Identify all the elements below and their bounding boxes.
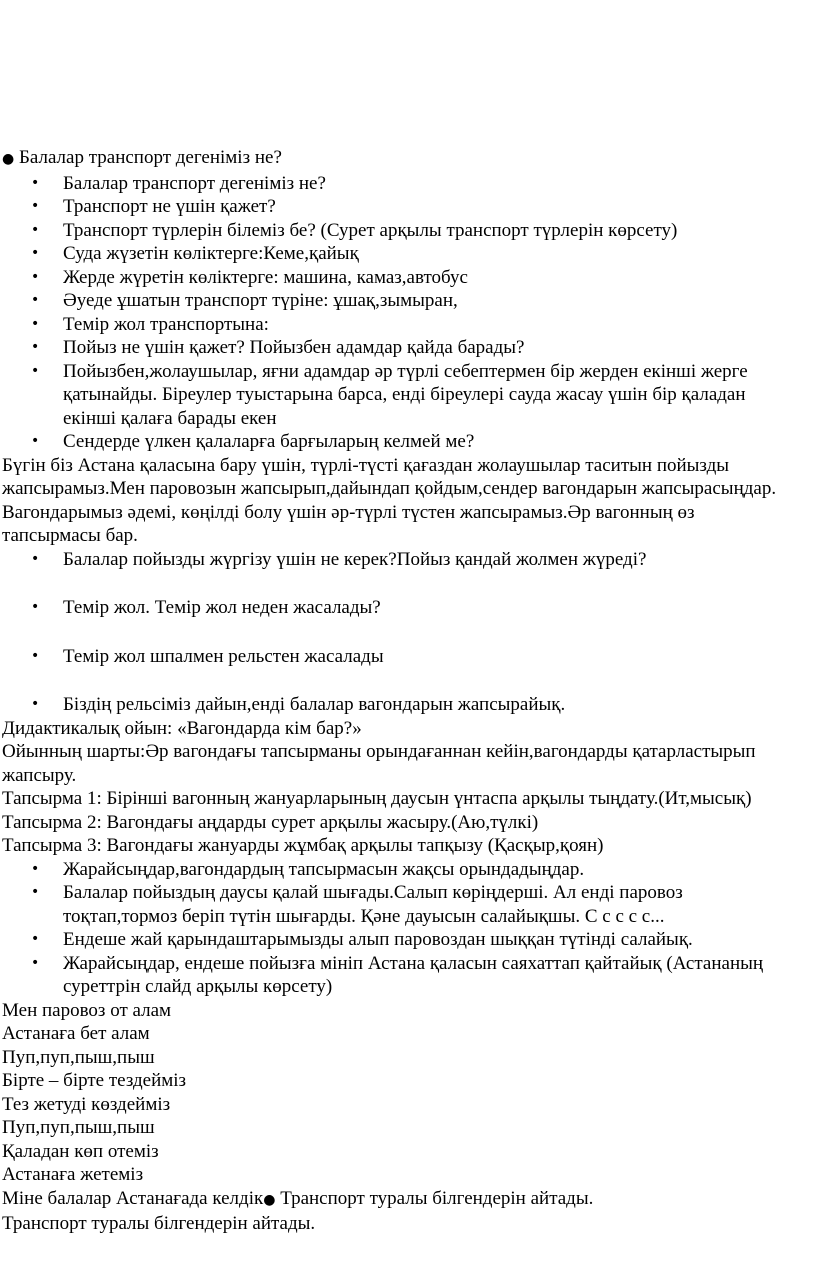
list-item: • Ендеше жай қарындаштарымызды алып паровоздан шыққан түтінді салайық. [0,928,816,952]
list-item: • Пойызбен,жолаушылар, яғни адамдар әр түрлі себептермен бір жерден екінші жерге қатынайды. Біреулер туыстарына барса, енді біреулері сауда жасау үшін бір қаладан екінші қалаға барады екен [0,360,816,431]
list-item: • Пойыз не үшін қажет? Пойызбен адамдар қайда барады? [0,336,816,360]
list-item: • Балалар пойызды жүргізу үшін не керек?Пойыз қандай жолмен жүреді? [0,548,816,572]
closing-line [0,1187,816,1213]
intro-question-text: Балалар транспорт дегеніміз не? [18,147,282,168]
list-item: • Суда жүзетін көліктерге:Кеме,қайық [0,242,816,266]
list-item: • Біздің рельсіміз дайын,енді балалар вагондарын жапсырайық. [0,693,816,717]
closing-text: Міне балалар Астанағада келдік [2,1187,264,1209]
closing-note: Транспорт туралы білгендерін айтады. [280,1187,594,1209]
poem-line: Астанаға жетеміз [2,1164,144,1185]
poem-line: Мен паровоз от алам [2,999,172,1021]
list-item: • Балалар пойыздың даусы қалай шығады.Салып көріңдерші. Ал енді паровоз тоқтап,тормоз беріп түтін шығарды. Қәне дауысын салайықшы. С с с с с... [0,881,816,928]
list-item: • Жарайсыңдар, ендеше пойызға мініп Астана қаласын саяхаттап қайтайық (Астананың суреттрін слайд арқылы көрсету) [0,952,816,999]
poem-line: Пуп,пуп,пыш,пыш [2,1117,155,1138]
bullet-icon: ● [263,1191,276,1208]
list-item: • Жарайсыңдар,вагондардың тапсырмасын жақсы орындадыңдар. [0,858,816,882]
list-item: • Балалар транспорт дегеніміз не? [0,172,816,196]
poem-line: Қаладан көп отеміз [2,1140,159,1162]
final-line: Транспорт туралы білгендерін айтады. [2,1213,316,1234]
poem-line: Тез жетуді көздейміз [2,1093,171,1115]
document-body [0,146,816,1236]
list-item: • Транспорт түрлерін білеміз бе? (Сурет арқылы транспорт түрлерін көрсету) [0,219,816,243]
list-item: • Темір жол шпалмен рельстен жасалады [0,645,816,669]
intro-question [0,146,816,172]
bullet-icon: ● [2,151,15,167]
list-item: • Сендерде үлкен қалаларға барғыларың келмей ме? [0,430,816,454]
list-item: • Темір жол транспортына: [0,313,816,337]
task-1: Тапсырма 1: Бірінші вагонның жануарларының даусын үнтаспа арқылы тыңдату.(Ит,мысық) [2,788,752,809]
task-2: Тапсырма 2: Вагондағы аңдарды сурет арқылы жасыру.(Аю,түлкі) [2,811,539,833]
poem-line: Бірте – бірте тездейміз [2,1070,187,1091]
list-item: • Әуеде ұшатын транспорт түріне: ұшақ,зымыран, [0,289,816,313]
task-3: Тапсырма 3: Вагондағы жануарды жұмбақ арқылы тапқызу (Қасқыр,қоян) [2,835,604,856]
list-item: • Жерде жүретін көліктерге: машина, камаз,автобус [0,266,816,290]
paragraph: Ойынның шарты:Әр вагондағы тапсырманы орындағаннан кейін,вагондарды қатарластырып жапсыру. [2,741,756,786]
poem-line: Пуп,пуп,пыш,пыш [2,1046,155,1068]
list-item: • Транспорт не үшін қажет? [0,195,816,219]
list-item: • Темір жол. Темір жол неден жасалады? [0,596,816,620]
poem-line: Астанаға бет алам [2,1023,150,1044]
game-title: Дидактикалық ойын: «Вагондарда кім бар?» [2,717,362,739]
paragraph: Бүгін біз Астана қаласына бару үшін, түрлі-түсті қағаздан жолаушылар таситын пойызды жапсырамыз.Мен паровозын жапсырып,дайындап қойдым,сендер вагондарын жапсырасыңдар. Вагондарымыз әдемі, көңілді болу үшін әр-түрлі түстен жапсырамыз.Әр вагонның өз тапсырмасы бар. [2,454,777,546]
